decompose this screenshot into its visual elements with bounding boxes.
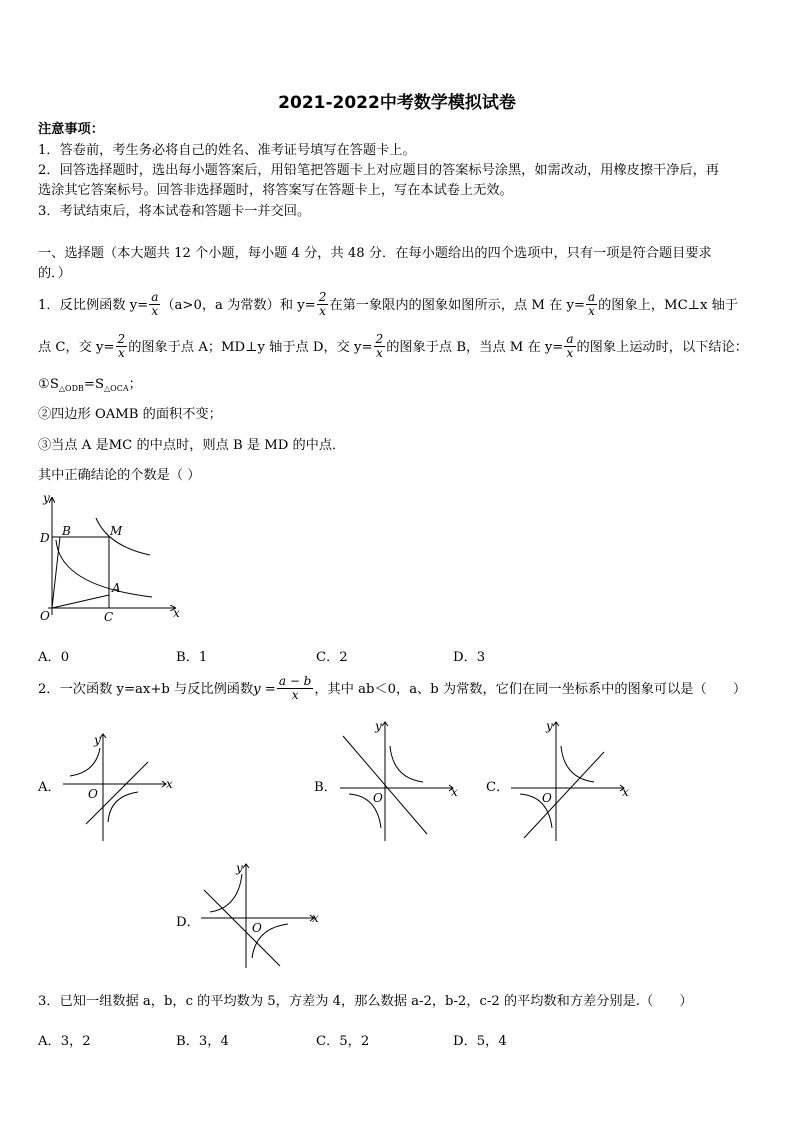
question-1-figure	[30, 490, 190, 625]
question-2-option-d-label[interactable]: D．	[176, 915, 200, 930]
svg-text:O: O	[252, 921, 262, 935]
svg-text:x: x	[622, 785, 629, 799]
question-3-option-b[interactable]: B．3，4	[176, 1034, 229, 1049]
question-1-option-a[interactable]: A．0	[38, 650, 70, 665]
question-3-option-c[interactable]: C．5，2	[316, 1034, 370, 1049]
question-2-option-b-label[interactable]: B．	[314, 780, 337, 795]
question-3-stem: 3．已知一组数据 a，b，c 的平均数为 5，方差为 4，那么数据 a-2，b-2，c-2 的平均数和方差分别是.（ ）	[38, 994, 693, 1009]
question-1-line1: 1．反比例函数 y= $\frac{a}{x}$ （a>0，a 为常数）和 y= $\frac{2}{x}$ 在第一象限内的图象如图所示，点 M 在 y= $\frac{a}{x}$ 的图象上，MC⊥x 轴于	[38, 290, 739, 318]
fraction-a-over-x: $\frac{a}{x}$	[151, 290, 159, 318]
label-B: B	[62, 524, 71, 538]
question-2-graph-c[interactable]	[506, 716, 636, 846]
notice-item-1: 1．答卷前，考生务必将自己的姓名、准考证号填写在答题卡上。	[38, 143, 416, 158]
svg-text:y: y	[546, 719, 553, 733]
svg-text:y: y	[375, 719, 382, 733]
label-M: M	[110, 524, 123, 538]
label-D: D	[40, 531, 50, 545]
notice-item-3: 3．考试结束后，将本试卷和答题卡一并交回。	[38, 204, 311, 219]
label-O: O	[40, 609, 50, 623]
svg-text:O: O	[542, 791, 552, 805]
question-2-graph-a[interactable]	[58, 726, 178, 846]
curve-2-over-x	[56, 540, 152, 597]
svg-text:x: x	[312, 911, 319, 925]
question-1-statement-3: ③当点 A 是MC 的中点时，则点 B 是 MD 的中点．	[38, 438, 346, 453]
question-3-option-a[interactable]: A．3，2	[38, 1034, 91, 1049]
fraction-a-minus-b-over-x: $\frac{a - b}{x}$	[278, 674, 312, 702]
fraction-2-over-x: $\frac{2}{x}$	[318, 290, 327, 318]
svg-text:O: O	[373, 791, 383, 805]
question-2-option-c-label[interactable]: C．	[486, 780, 510, 795]
question-2-graph-b[interactable]	[335, 716, 465, 846]
question-2-stem: 2．一次函数 y=ax+b 与反比例函数y = $\frac{a - b}{x}$ ，其中 ab＜0，a、b 为常数，它们在同一坐标系中的图象可以是（ ）	[38, 674, 747, 702]
fraction-2-over-x: $\frac{2}{x}$	[375, 332, 384, 360]
notice-item-2b: 选涂其它答案标号。回答非选择题时，将答案写在答题卡上，写在本试卷上无效。	[38, 183, 513, 198]
label-x: x	[173, 606, 180, 620]
notice-item-2a: 2．回答选择题时，选出每小题答案后，用铅笔把答题卡上对应题目的答案标号涂黑，如需改动，用橡皮擦干净后，再	[38, 163, 719, 178]
segment-OB	[52, 537, 60, 608]
question-1-statement-1: $①S_{\triangle ODB}=S_{\triangle OCA}$；	[38, 377, 142, 393]
question-1-line2: 点 C，交 y= $\frac{2}{x}$ 的图象于点 A；MD⊥y 轴于点 D，交 y= $\frac{2}{x}$ 的图象于点 B，当点 M 在 y= $\frac{a}{x}$ 的图象上运动时，以下结论：	[38, 332, 748, 360]
question-1-statement-2: ②四边形 OAMB 的面积不变；	[38, 407, 222, 422]
page-title: 2021-2022中考数学模拟试卷	[278, 93, 516, 113]
fraction-a-over-x: $\frac{a}{x}$	[566, 332, 574, 360]
question-1-ask: 其中正确结论的个数是（ ）	[38, 468, 201, 483]
svg-text:y: y	[94, 733, 101, 747]
question-1-option-b[interactable]: B．1	[176, 650, 208, 665]
section-heading-line2: 的．）	[38, 266, 71, 281]
section-heading-line1: 一、选择题（本大题共 12 个小题，每小题 4 分，共 48 分．在每小题给出的四个选项中，只有一项是符合题目要求	[38, 246, 712, 261]
question-1-option-d[interactable]: D．3	[453, 650, 486, 665]
notice-heading: 注意事项：	[38, 122, 104, 137]
svg-text:O: O	[88, 787, 98, 801]
question-3-option-d[interactable]: D．5，4	[453, 1034, 507, 1049]
segment-OA	[52, 595, 109, 608]
fraction-a-over-x: $\frac{a}{x}$	[587, 290, 596, 318]
label-C: C	[104, 610, 114, 624]
question-2-graph-d[interactable]	[196, 858, 326, 973]
label-y: y	[43, 491, 50, 505]
svg-text:y: y	[236, 861, 243, 875]
fraction-2-over-x: $\frac{2}{x}$	[117, 332, 126, 360]
question-1-option-c[interactable]: C．2	[316, 650, 348, 665]
label-A: A	[112, 581, 121, 595]
question-2-option-a-label[interactable]: A．	[38, 780, 61, 795]
svg-text:x: x	[451, 785, 458, 799]
svg-text:x: x	[166, 777, 173, 791]
